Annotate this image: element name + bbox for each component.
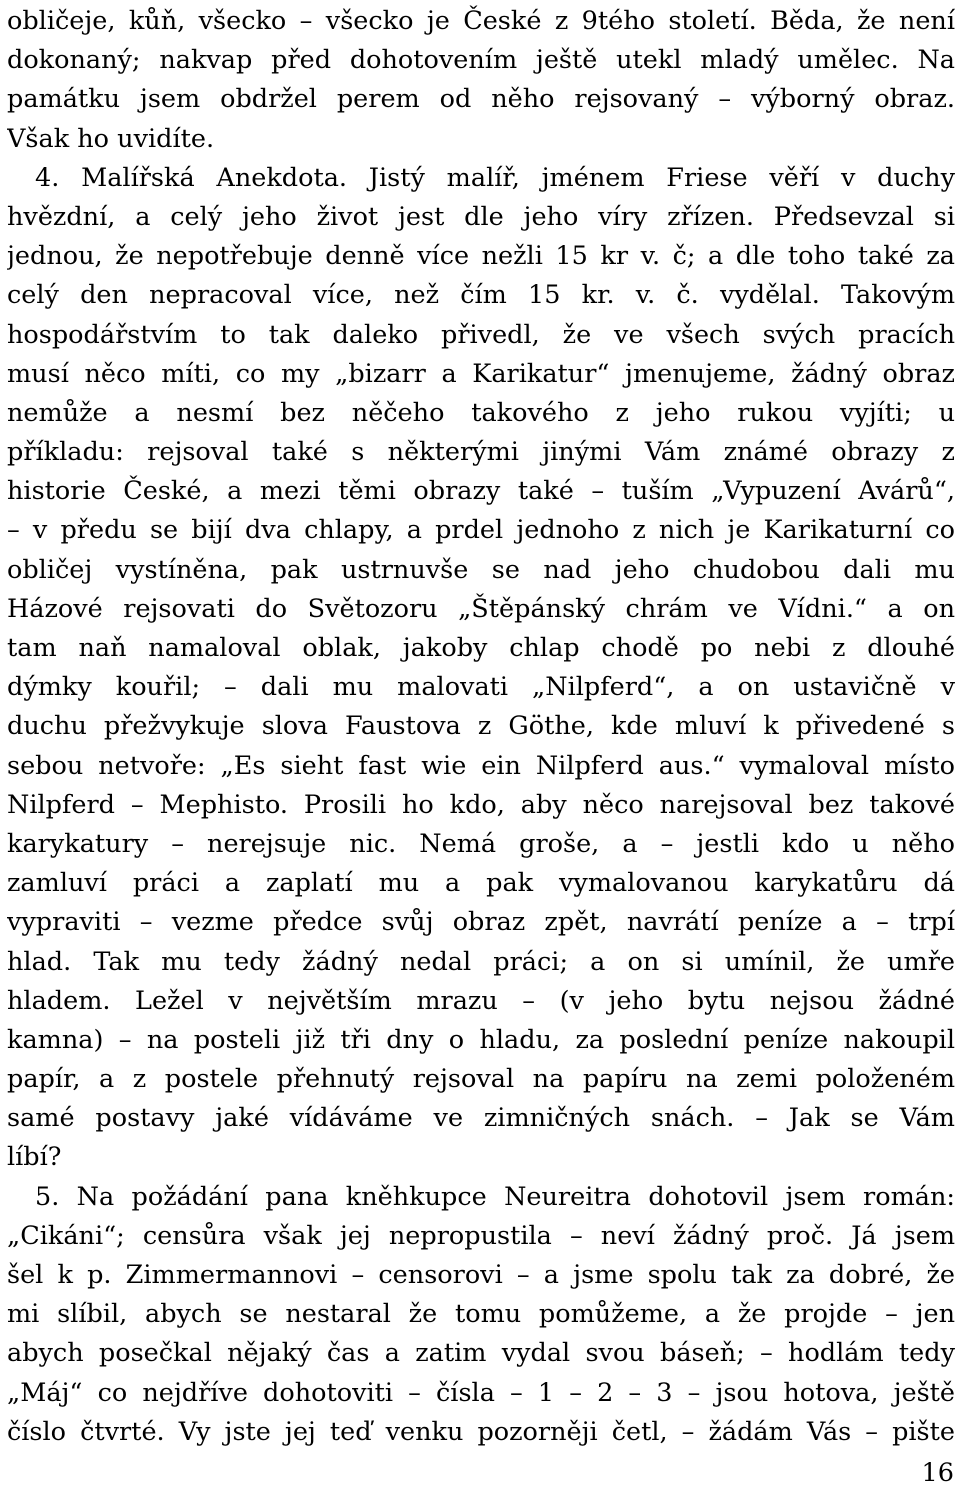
text-line: samé postavy jaké vídáváme ve zimničných snách. – Jak se Vám	[7, 1103, 955, 1134]
text-line: 4. Malířská Anekdota. Jistý malíř, jménem Friese věří v duchy	[35, 162, 955, 193]
text-line: hvězdní, a celý jeho život jest dle jeho víry zřízen. Předsevzal si	[7, 201, 955, 232]
text-line: obličeje, kůň, všecko – všecko je České z 9tého století. Běda, že není	[7, 6, 955, 36]
text-line: šel k p. Zimmermannovi – censorovi – a jsme spolu tak za dobré, že	[7, 1260, 955, 1290]
text-line: dokonaný; nakvap před dohotovením ještě utekl mladý umělec. Na	[7, 45, 955, 76]
text-line: nemůže a nesmí bez něčeho takového z jeho rukou vyjíti; u	[7, 397, 955, 428]
text-line: musí něco míti, co my „bizarr a Karikatur“ jmenujeme, žádný obraz	[7, 358, 955, 389]
text-line: duchu přežvykuje slova Faustova z Göthe, kde mluví k přivedené s	[7, 711, 955, 742]
text-line: „Cikáni“; censůra však jej nepropustila – neví žádný proč. Já jsem	[7, 1220, 955, 1251]
text-line: karykatury – nerejsuje nic. Nemá groše, a – jestli kdo u něho	[7, 828, 955, 859]
text-line: Házové rejsovati do Světozoru „Štěpánský chrám ve Vídni.“ a on	[7, 593, 955, 624]
text-line: vypraviti – vezme předce svůj obraz zpět, navrátí peníze a – trpí	[7, 907, 955, 938]
page-number: 16	[921, 1458, 954, 1488]
text-line: historie České, a mezi těmi obrazy také – tuším „Vypuzení Avárů“,	[7, 476, 955, 507]
text-line: Nilpferd – Mephisto. Prosili ho kdo, aby něco narejsoval bez takové	[7, 789, 955, 820]
text-line: sebou netvoře: „Es sieht fast wie ein Nilpferd aus.“ vymaloval místo	[7, 750, 955, 781]
text-line: 5. Na požádání pana kněhkupce Neureitra dohotovil jsem román:	[35, 1181, 955, 1212]
text-line: hladem. Ležel v největším mrazu – (v jeho bytu nejsou žádné	[7, 985, 955, 1016]
text-line: Však ho uvidíte.	[7, 123, 215, 154]
text-line: příkladu: rejsoval také s některými jinými Vám známé obrazy z	[7, 437, 955, 468]
text-line: číslo čtvrté. Vy jste jej teď venku pozorněji četl, – žádám Vás – pište	[7, 1416, 955, 1447]
text-line: hlad. Tak mu tedy žádný nedal práci; a on si umínil, že umře	[7, 946, 955, 977]
text-line: papír, a z postele přehnutý rejsoval na papíru na zemi položeném	[7, 1064, 955, 1095]
text-line: kamna) – na posteli již tři dny o hladu, za poslední peníze nakoupil	[7, 1024, 955, 1055]
text-line: hospodářstvím to tak daleko přivedl, že ve všech svých pracích	[7, 319, 955, 350]
text-line: dýmky kouřil; – dali mu malovati „Nilpferd“, a on ustavičně v	[7, 672, 955, 703]
text-line: líbí?	[7, 1142, 62, 1173]
text-line: jednou, že nepotřebuje denně více nežli 15 kr v. č; a dle toho také za	[7, 241, 955, 272]
text-line: zamluví práci a zaplatí mu a pak vymalovanou karykatůru dá	[7, 868, 955, 899]
text-line: tam naň namaloval oblak, jakoby chlap chodě po nebi z dlouhé	[7, 633, 955, 663]
text-line: obličej vystíněna, pak ustrnuvše se nad jeho chudobou dali mu	[7, 554, 955, 585]
text-line: mi slíbil, abych se nestaral že tomu pomůžeme, a že projde – jen	[7, 1299, 955, 1330]
text-line: – v předu se bijí dva chlapy, a prdel jednoho z nich je Karikaturní co	[7, 515, 955, 546]
document-body	[7, 2, 955, 1452]
text-line: „Máj“ co nejdříve dohotoviti – čísla – 1 – 2 – 3 – jsou hotova, ještě	[7, 1377, 955, 1408]
text-line: památku jsem obdržel perem od něho rejsovaný – výborný obraz.	[7, 84, 955, 115]
text-line: abych posečkal nějaký čas a zatim vydal svou báseň; – hodlám tedy	[7, 1338, 955, 1369]
text-line: celý den nepracoval více, než čím 15 kr. v. č. vydělal. Takovým	[7, 280, 955, 311]
